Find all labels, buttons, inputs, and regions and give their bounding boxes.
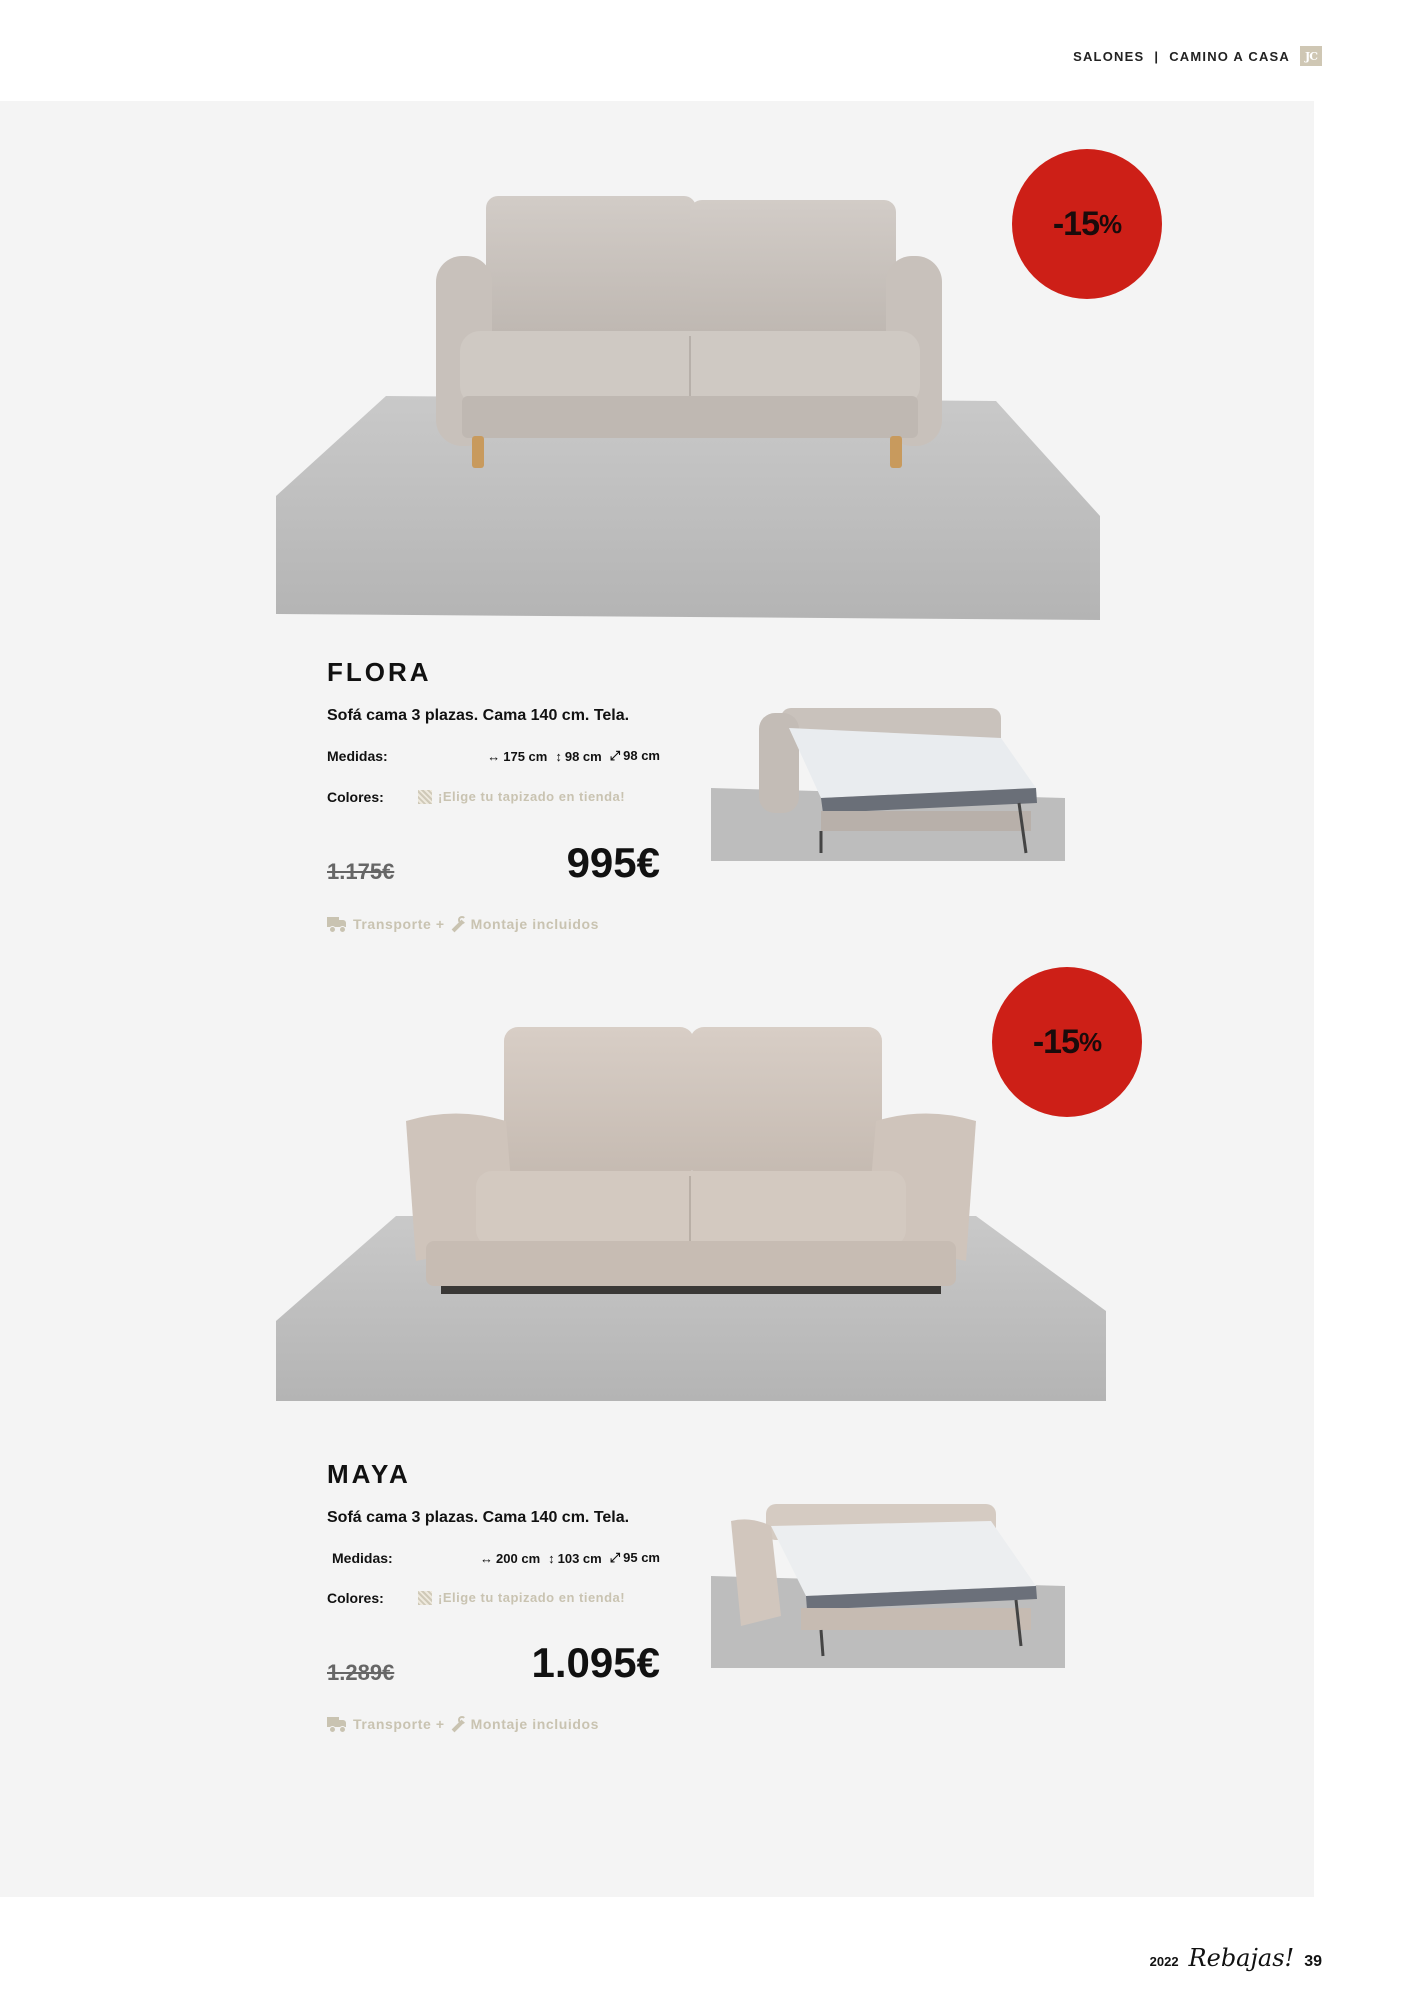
maya-dimensions [420,1550,660,1566]
discount-value: -15 [1052,204,1099,243]
page-number: 39 [1304,1953,1322,1970]
colors-text: ¡Elige tu tapizado en tienda! [438,1590,626,1605]
height-value: 103 cm [557,1550,602,1566]
width-value: 200 cm [496,1550,541,1566]
subsection-label: CAMINO A CASA [1169,48,1290,64]
transport-text: Transporte + [353,1716,445,1732]
maya-new-price: 1.095€ [531,1639,660,1686]
discount-value: -15 [1032,1022,1079,1061]
header-separator: | [1154,48,1160,64]
depth-value: 95 cm [623,1550,660,1565]
width-arrow-icon: ↔ [480,1550,494,1566]
flora-sofa-bed-photo [711,703,1065,861]
footer-year: 2022 [1149,1954,1179,1969]
section-label: SALONES [1073,48,1145,64]
assembly-text: Montaje incluidos [470,1716,600,1732]
maya-product-name: MAYA [327,1459,411,1489]
flora-colors-note [418,789,625,804]
flora-sofa-photo [276,196,1100,626]
maya-transport-note [327,1716,599,1732]
colors-text: ¡Elige tu tapizado en tienda! [438,789,626,804]
maya-old-price: 1.289€ [327,1660,395,1685]
depth-arrow-icon: ⤢ [609,748,621,763]
discount-percent: % [1079,1026,1102,1057]
discount-percent: % [1099,208,1122,239]
maya-sofa-bed-photo [711,1496,1065,1668]
flora-old-price: 1.175€ [327,859,395,884]
flora-dimensions [420,748,660,764]
flora-new-price: 995€ [566,839,660,886]
maya-description: Sofá cama 3 plazas. Cama 140 cm. Tela. [327,1509,630,1526]
depth-arrow-icon: ⤢ [609,1550,621,1565]
wrench-icon [451,1717,465,1731]
fabric-swatch-icon [418,1591,432,1605]
height-arrow-icon: ↕ [555,748,562,764]
maya-sofa-photo [276,1021,1106,1401]
transport-text: Transporte + [353,916,445,932]
page-footer [1150,1944,1322,1972]
truck-icon [327,917,347,931]
width-value: 175 cm [503,748,548,764]
height-value: 98 cm [564,748,602,764]
flora-discount-badge [1012,149,1162,299]
assembly-text: Montaje incluidos [470,916,600,932]
height-arrow-icon: ↕ [548,1550,555,1566]
page-header [1073,44,1322,68]
flora-colors-label: Colores: [327,789,384,805]
wrench-icon [451,917,465,931]
flora-transport-note [327,916,599,932]
maya-measures-label: Medidas: [332,1550,393,1566]
footer-brand: Rebajas! [1188,1944,1295,1972]
flora-measures-label: Medidas: [327,748,388,764]
flora-description: Sofá cama 3 plazas. Cama 140 cm. Tela. [327,707,630,724]
depth-value: 98 cm [623,748,660,763]
maya-discount-badge [992,967,1142,1117]
truck-icon [327,1717,347,1731]
flora-product-name: FLORA [327,657,432,687]
jc-monogram-icon: JC [1300,46,1322,66]
width-arrow-icon: ↔ [487,748,501,764]
fabric-swatch-icon [418,790,432,804]
maya-colors-note [418,1590,625,1605]
content-panel [0,101,1314,1897]
maya-colors-label: Colores: [327,1590,384,1606]
